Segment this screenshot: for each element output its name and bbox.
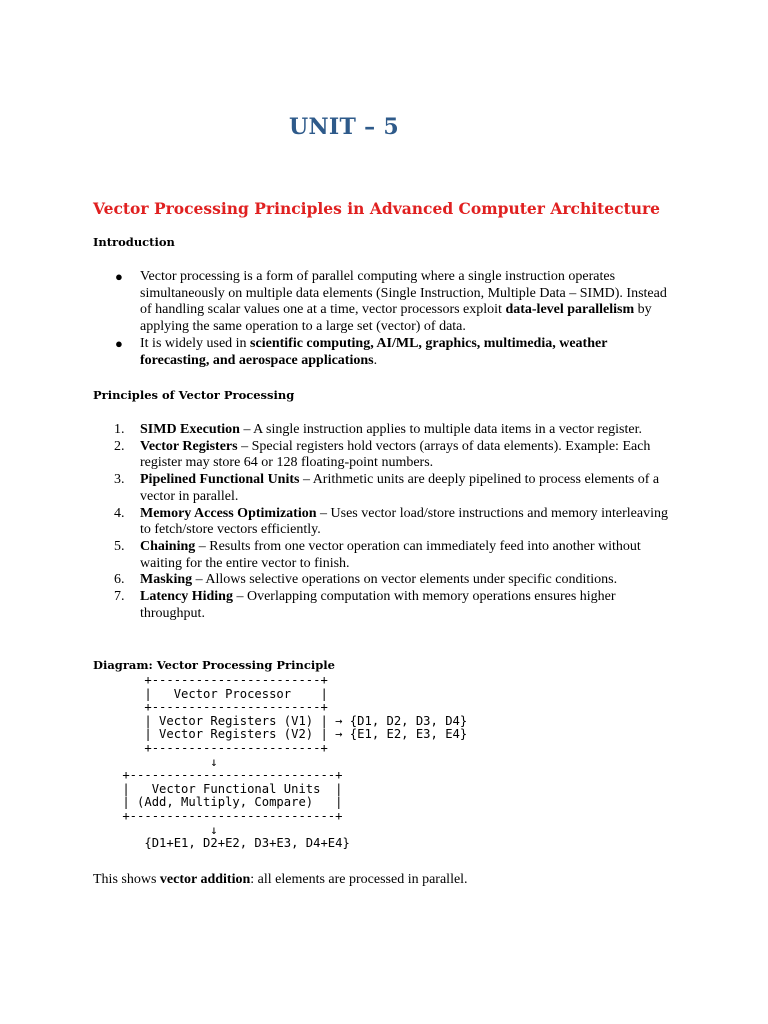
list-item: 4. Memory Access Optimization – Uses vector load/store instructions and memory interleaving to fetch/store vectors efficiently.: [114, 505, 668, 538]
list-item: 1. SIMD Execution – A single instruction applies to multiple data items in a vector register.: [114, 422, 642, 437]
bullet-icon: ●: [115, 335, 123, 351]
main-heading: Vector Processing Principles in Advanced Computer Architecture: [93, 199, 661, 218]
list-item: 2. Vector Registers – Special registers hold vectors (arrays of data elements). Example: Each register may store 64 or 128 floating-point numbers.: [114, 438, 651, 471]
introduction-heading: Introduction: [93, 235, 175, 249]
list-item: 6. Masking – Allows selective operations on vector elements under specific conditions.: [114, 572, 618, 588]
list-item: 3. Pipelined Functional Units – Arithmetic units are deeply pipelined to process elements of a vector in parallel.: [114, 472, 660, 504]
list-item: ● Vector processing is a form of parallel computing where a single instruction operates simultaneously on multiple data elements (Single Instruction, Multiple Data – SIMD). Instead of handling scalar values one at a time, vector processors exploit data-level parallelism by applying the same operation to a large set (vector) of data.: [115, 269, 667, 335]
list-item: 5. Chaining – Results from one vector operation can immediately feed into another without waiting for the entire vector to finish.: [114, 538, 641, 571]
ascii-diagram: +-----------------------+ | Vector Processor | +-----------------------+ | Vector Registers (V1) | → {D1, D2, D3, D4} | Vector Registers (V2) | → {E1, E2, E3, E4} +-----------------------+ ↓ +----------------------------+ | Vector Functional Units | | (Add, Multiply, Compare) | +----------------------------+ ↓ {D1+E1, D2+E2, D3+E3, D4+E4}: [122, 673, 468, 851]
diagram-heading: Diagram: Vector Processing Principle: [93, 658, 335, 672]
principles-heading: Principles of Vector Processing: [93, 388, 295, 402]
list-item: 7. Latency Hiding – Overlapping computation with memory operations ensures higher throughput.: [114, 589, 616, 621]
bullet-icon: ●: [115, 269, 123, 284]
principles-numbered-list: [93, 422, 673, 622]
introduction-bullet-list: [93, 269, 673, 369]
conclusion-text: This shows vector addition: all elements are processed in parallel.: [93, 872, 468, 887]
list-item: ● It is widely used in scientific computing, AI/ML, graphics, multimedia, weather forecasting, and aerospace applications.: [115, 335, 608, 368]
unit-title: UNIT – 5: [289, 114, 399, 140]
